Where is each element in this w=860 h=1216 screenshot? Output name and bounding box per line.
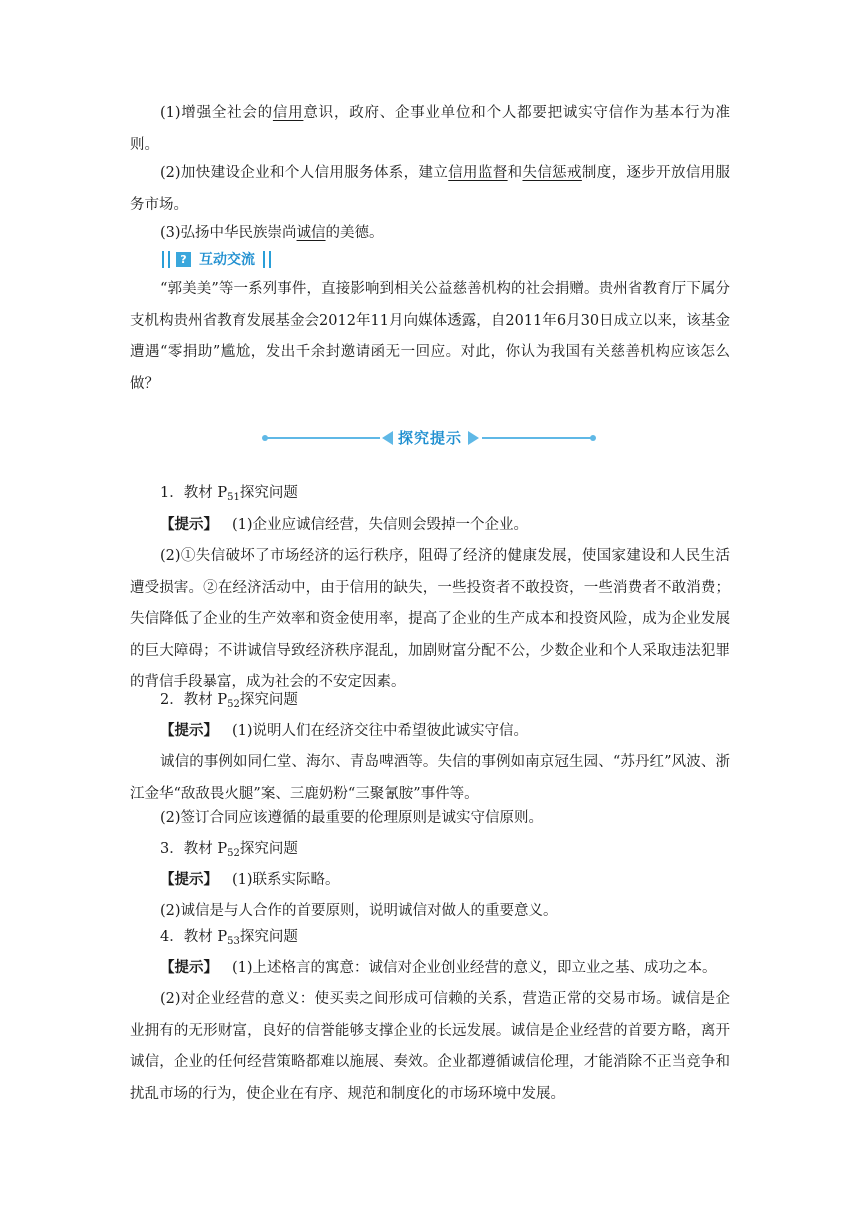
arrow-right-icon — [468, 431, 479, 445]
question-2-answer: (2)签订合同应该遵循的最重要的伦理原则是诚实守信原则。 — [160, 810, 544, 826]
text: (1)联系实际略。 — [232, 872, 340, 888]
text: 的美德。 — [325, 225, 384, 241]
divider-line-left — [266, 437, 380, 439]
interactive-section-header — [162, 248, 271, 270]
paragraph-credit-system — [130, 158, 730, 221]
underlined-term: 信用 — [272, 105, 304, 121]
text: 探究问题 — [239, 841, 298, 857]
question-2-hint — [130, 716, 730, 748]
underlined-term: 信用监督 — [448, 165, 508, 181]
header-bar-left — [162, 251, 164, 268]
text: 4．教材 P — [160, 929, 228, 945]
question-1-hint — [130, 510, 730, 542]
text: (1)说明人们在经济交往中希望彼此诚实守信。 — [232, 723, 529, 739]
arrow-left-icon — [382, 431, 393, 445]
header-bar-right — [263, 251, 265, 268]
divider-line-right — [482, 437, 592, 439]
text: 制度，逐步开放信用服务市场。 — [130, 165, 731, 213]
header-bar-right-2 — [269, 251, 271, 268]
text: 1．教材 P — [160, 485, 228, 501]
divider-dot-right — [590, 435, 596, 441]
text: (1)上述格言的寓意：诚信对企业创业经营的意义，即立业之基、成功之本。 — [232, 960, 717, 976]
paragraph-credit-awareness — [130, 98, 730, 161]
text: (1)企业应诚信经营，失信则会毁掉一个企业。 — [232, 517, 529, 533]
text: 探究问题 — [239, 929, 298, 945]
question-1-answer: (2)①失信破坏了市场经济的运行秩序，阻碍了经济的健康发展，使国家建设和人民生活遭受损害。②在经济活动中，由于信用的缺失，一些投资者不敢投资，一些消费者不敢消费；失信降低了企业的生产效率和资金使用率，提高了企业的生产成本和投资风险，成为企业发展的巨大障碍；不讲诚信导致经济秩序混乱，加剧财富分配不公，少数企业和个人采取违法犯罪的背信手段暴富，成为社会的不安定因素。 — [130, 548, 730, 690]
underlined-term: 失信惩戒 — [522, 165, 582, 181]
page-subscript: 52 — [227, 699, 240, 710]
hint-tag: 【提示】 — [160, 872, 218, 888]
divider-title: 探究提示 — [398, 429, 463, 447]
question-3-answer: (2)诚信是与人合作的首要原则，说明诚信对做人的重要意义。 — [160, 903, 558, 919]
page-subscript: 52 — [227, 848, 240, 859]
text: 意识，政府、企事业单位和个人都要把诚实守信作为基本行为准则。 — [130, 105, 731, 153]
underlined-term: 诚信 — [296, 225, 326, 241]
question-4-answer: (2)对企业经营的意义：使买卖之间形成可信赖的关系，营造正常的交易市场。诚信是企业拥有的无形财富，良好的信誉能够支撑企业的长远发展。诚信是企业经营的首要方略，离开诚信，企业的任何经营策略都难以施展、奏效。企业都遵循诚信伦理，才能消除不正当竞争和扰乱市场的行为，使企业在有序、规范和制度化的市场环境中发展。 — [130, 991, 730, 1102]
paragraph-virtue — [130, 218, 730, 250]
section-divider — [262, 426, 596, 450]
question-icon: ? — [176, 252, 191, 267]
question-2-examples: 诚信的事例如同仁堂、海尔、青岛啤酒等。失信的事例如南京冠生园、“苏丹红”风波、浙江金华“敌敌畏火腿”案、三鹿奶粉“三聚氰胺”事件等。 — [130, 754, 730, 802]
hint-tag: 【提示】 — [160, 960, 218, 976]
text: 和 — [507, 165, 523, 181]
question-4-hint — [130, 953, 730, 985]
question-1-title — [130, 478, 730, 514]
text: 探究问题 — [239, 485, 298, 501]
header-bar-left-2 — [168, 251, 170, 268]
text: (3)弘扬中华民族崇尚 — [160, 225, 297, 241]
page-subscript: 53 — [227, 936, 240, 947]
text: 3．教材 P — [160, 841, 228, 857]
interactive-header-title: 互动交流 — [199, 252, 255, 268]
hint-tag: 【提示】 — [160, 517, 218, 533]
page-subscript: 51 — [227, 492, 240, 503]
hint-tag: 【提示】 — [160, 723, 218, 739]
text: 探究问题 — [239, 692, 298, 708]
text: 2．教材 P — [160, 692, 228, 708]
text: (2)加快建设企业和个人信用服务体系，建立 — [160, 165, 449, 181]
question-3-hint — [130, 865, 730, 897]
case-paragraph: “郭美美”等一系列事件，直接影响到相关公益慈善机构的社会捐赠。贵州省教育厅下属分支机构贵州省教育发展基金会2012年11月向媒体透露，自2011年6月30日成立以来，该基金遭遇“零捐助”尴尬，发出千余封邀请函无一回应。对此，你认为我国有关慈善机构应该怎么做？ — [130, 281, 730, 392]
text: (1)增强全社会的 — [160, 105, 273, 121]
